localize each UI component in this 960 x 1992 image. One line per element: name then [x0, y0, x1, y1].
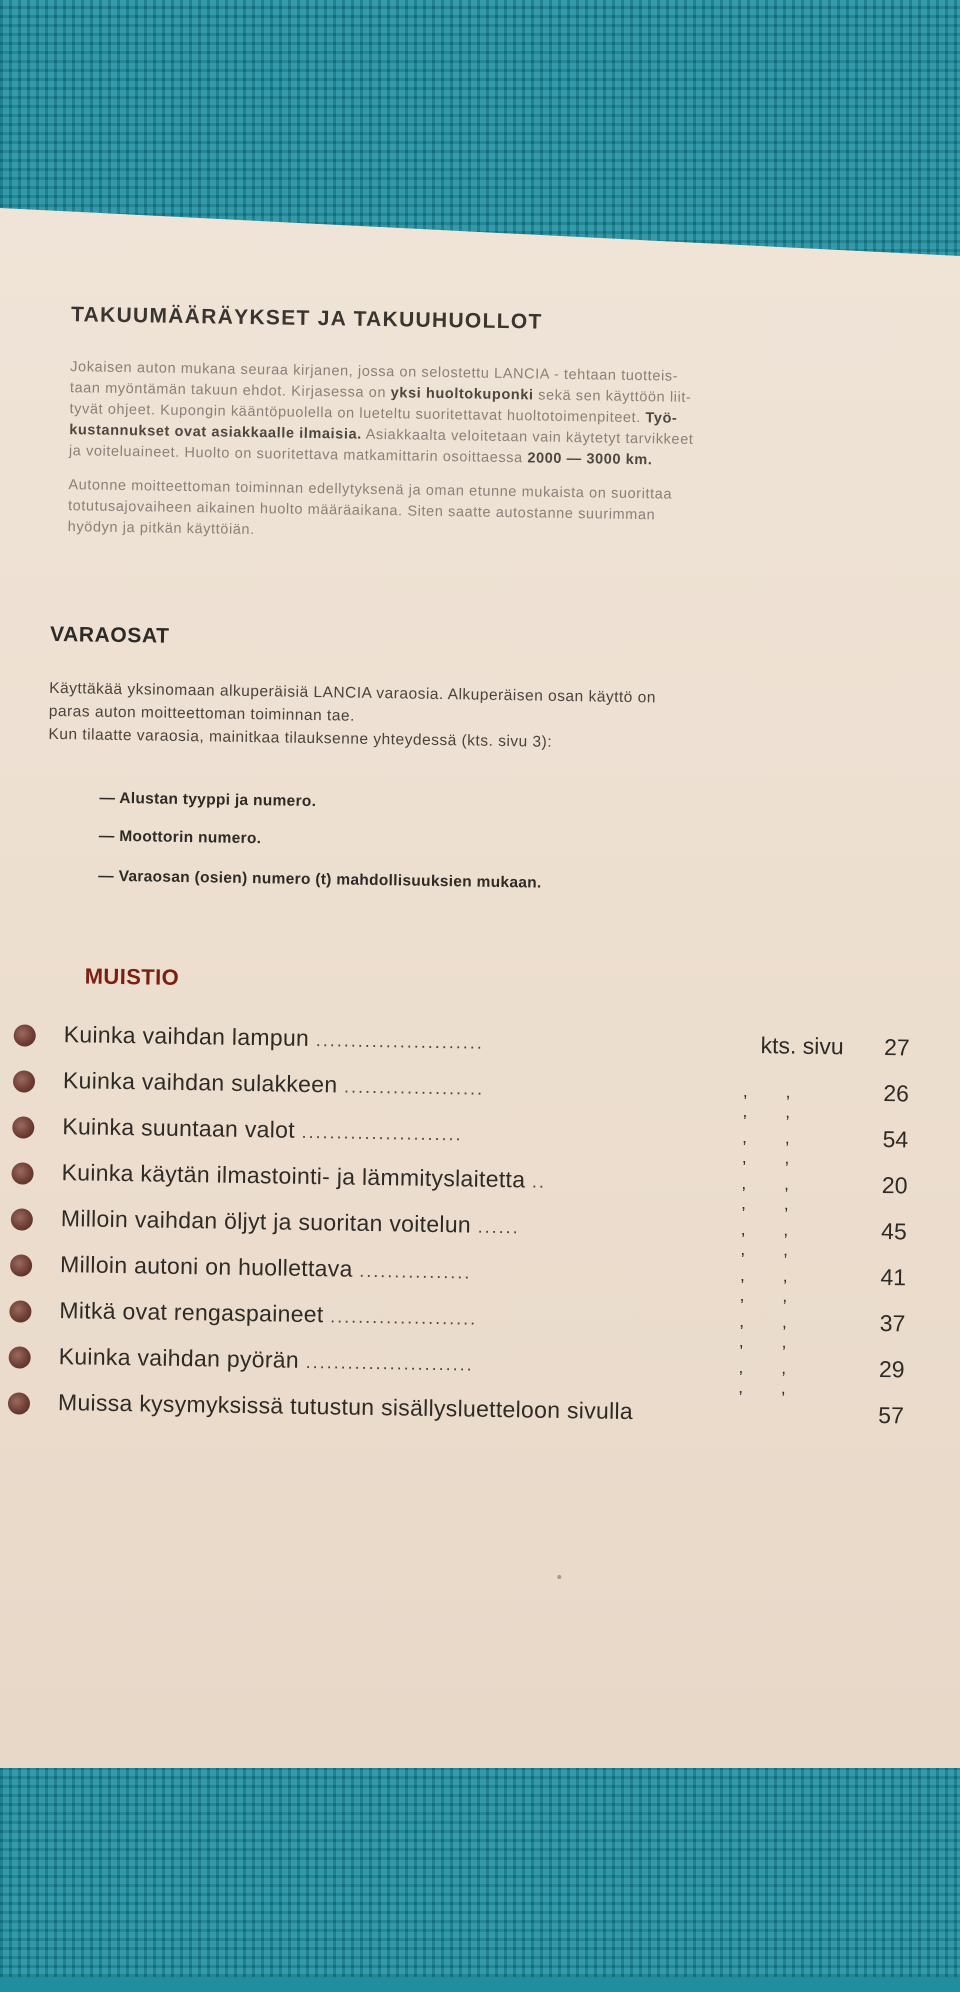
memo-item: Kuinka vaihdan pyörän ........................ ,, ,, 29: [8, 1340, 908, 1388]
memo-item: Kuinka käytän ilmastointi- ja lämmityslaitetta .. ,, ,, 20: [11, 1156, 911, 1204]
bullet-icon: [9, 1346, 31, 1368]
page-number: 20: [881, 1172, 908, 1199]
memo-heading: MUISTIO: [84, 963, 180, 990]
warranty-line-3: tyvät ohjeet. Kupongin kääntöpuolella on lueteltu suoritettavat huoltotoimenpiteet. Työ-: [69, 401, 678, 427]
memo-item: Muissa kysymyksissä tutustun sisällysluetteloon sivulla 57: [8, 1386, 908, 1434]
ditto-marks: ,, ,,: [739, 1265, 826, 1307]
warranty-paragraph-2: [68, 475, 869, 551]
parts-paragraph: [48, 677, 879, 759]
memo-item: Kuinka suuntaan valot ....................... ,, ,, 54: [12, 1110, 912, 1158]
page-number: 26: [883, 1080, 910, 1107]
warranty-p2-line-1: Autonne moitteettoman toiminnan edellytyksenä ja oman etunne mukaista on suorittaa: [68, 477, 673, 503]
parts-item-engine: — Moottorin numero.: [98, 827, 262, 848]
ditto-marks: ,, ,,: [738, 1357, 825, 1399]
page-reference-label: kts. sivu: [760, 1032, 844, 1060]
warranty-line-2: taan myöntämän takuun ehdot. Kirjasessa on yksi huoltokuponki sekä sen käyttöön liit-: [69, 380, 692, 406]
parts-heading: VARAOSAT: [49, 622, 170, 648]
warranty-line-1: Jokaisen auton mukana seuraa kirjanen, jossa on selostettu LANCIA - tehtaan tuotteis-: [70, 359, 679, 385]
bullet-icon: [14, 1024, 36, 1046]
bullet-icon: [10, 1254, 32, 1276]
coupon-emphasis: yksi huoltokuponki: [390, 385, 534, 404]
page-number: 29: [878, 1355, 905, 1383]
page-number: 41: [880, 1263, 907, 1291]
bullet-icon: [12, 1116, 34, 1138]
bullet-icon: [8, 1392, 30, 1414]
warranty-line-5: ja voiteluaineet. Huolto on suoritettava matkamittarin osoittaessa 2000 — 3000 km.: [68, 443, 653, 469]
bullet-icon: [13, 1070, 35, 1092]
memo-item: Milloin vaihdan öljyt ja suoritan voitelun ...... ,, ,, 45: [11, 1202, 911, 1250]
warranty-line-4: kustannukset ovat asiakkaalle ilmaisia. Asiakkaalta veloitetaan vain käytetyt tarvikkeet: [69, 422, 694, 448]
page-number: 57: [878, 1401, 905, 1429]
bullet-icon: [9, 1300, 31, 1322]
memo-item: Milloin autoni on huollettava ................ ,, ,, 41: [10, 1248, 910, 1296]
warranty-p2-line-3: hyödyn ja pitkän käyttöiän.: [67, 519, 255, 539]
bullet-icon: [11, 1162, 33, 1184]
parts-line-2: paras auton moitteettoman toiminnan tae.: [48, 702, 355, 725]
ditto-marks: ,, ,,: [741, 1173, 828, 1215]
ditto-marks: ,, ,,: [742, 1081, 829, 1123]
parts-line-3: Kun tilaatte varaosia, mainitkaa tilauksenne yhteydessä (kts. sivu 3):: [48, 725, 553, 751]
bullet-icon: [11, 1208, 33, 1230]
memo-item: Mitkä ovat rengaspaineet ..................... ,, ,, 37: [9, 1294, 909, 1342]
page-number: 37: [879, 1309, 906, 1337]
warranty-paragraph-1: [69, 357, 871, 475]
page-number: 27: [883, 1034, 910, 1061]
warranty-p2-line-2: totutusajovaiheen aikainen huolto määräaikana. Siten saatte autostanne suurimman: [67, 498, 656, 524]
memo-item: Kuinka vaihdan sulakkeen .................... ,, ,, 26: [13, 1064, 913, 1112]
parts-item-chassis: — Alustan tyyppi ja numero.: [99, 789, 317, 811]
page-number: 54: [882, 1126, 909, 1153]
ditto-marks: ,, ,,: [740, 1219, 827, 1261]
warranty-heading: TAKUUMÄÄRÄYKSET JA TAKUUHUOLLOT: [70, 303, 543, 334]
mileage-emphasis: 2000 — 3000 km.: [527, 450, 653, 469]
ditto-marks: ,, ,,: [741, 1127, 828, 1169]
free-labour-emphasis: kustannukset ovat asiakkaalle ilmaisia.: [69, 422, 362, 443]
parts-item-part-number: — Varaosan (osien) numero (t) mahdollisuuksien mukaan.: [98, 867, 542, 892]
ditto-marks: ,, ,,: [738, 1311, 825, 1353]
memo-item: Kuinka vaihdan lampun ........................ kts. sivu 27: [13, 1018, 913, 1066]
parts-line-1: Käyttäkää yksinomaan alkuperäisiä LANCIA varaosia. Alkuperäisen osan käyttö on: [49, 679, 657, 707]
page-number: 45: [880, 1217, 907, 1245]
paper-speck: [557, 1575, 561, 1579]
